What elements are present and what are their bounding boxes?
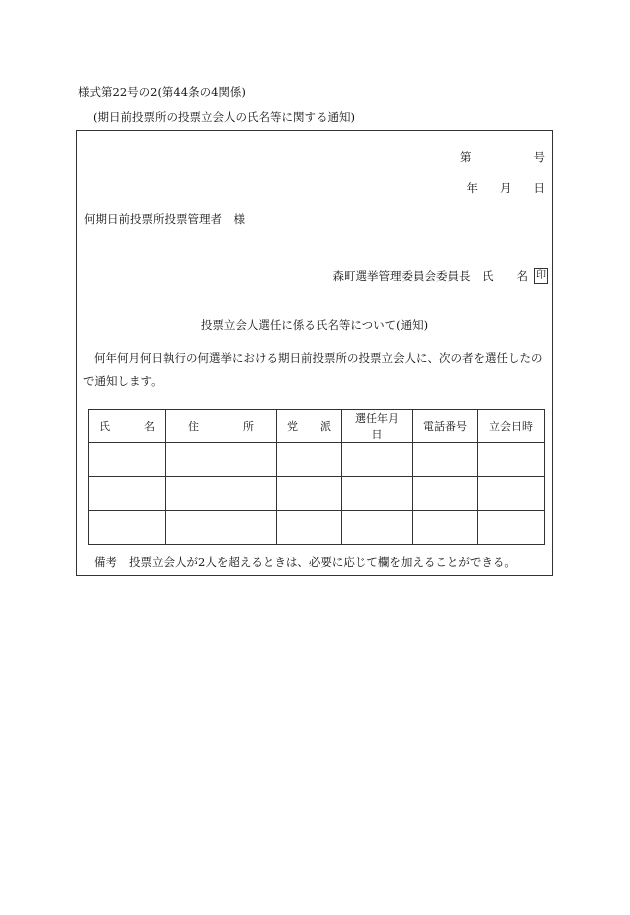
table-row — [89, 443, 545, 477]
number-suffix: 号 — [533, 150, 545, 164]
header-char: 名 — [144, 420, 155, 433]
table-cell[interactable] — [413, 443, 478, 477]
seal-mark: 印 — [534, 268, 548, 284]
table-cell[interactable] — [478, 511, 545, 545]
date-year: 年 — [466, 181, 478, 195]
table-header-row — [89, 410, 545, 443]
header-char: 氏 — [99, 420, 110, 433]
table-cell[interactable] — [277, 477, 342, 511]
table-cell[interactable] — [89, 443, 166, 477]
addressee: 何期日前投票所投票管理者 様 — [84, 212, 245, 226]
roster-table — [88, 409, 545, 545]
form-box — [76, 130, 553, 576]
header-party — [277, 410, 342, 443]
table-cell[interactable] — [413, 511, 478, 545]
header-address — [166, 410, 277, 443]
form-reference: 様式第22号の2(第44条の4関係) — [78, 85, 246, 99]
table-cell[interactable] — [342, 511, 413, 545]
sender-line — [333, 268, 549, 284]
remarks — [94, 554, 516, 570]
table-row — [89, 511, 545, 545]
date-day: 日 — [533, 181, 545, 195]
date-month: 月 — [500, 181, 512, 195]
table-cell[interactable] — [342, 443, 413, 477]
table-cell[interactable] — [277, 511, 342, 545]
table-cell[interactable] — [166, 511, 277, 545]
table-cell[interactable] — [166, 443, 277, 477]
table-row — [89, 477, 545, 511]
form-subtitle: (期日前投票所の投票立会人の氏名等に関する通知) — [93, 110, 355, 124]
table-cell[interactable] — [342, 477, 413, 511]
table-cell[interactable] — [166, 477, 277, 511]
table-cell[interactable] — [277, 443, 342, 477]
header-char: 住 — [188, 420, 199, 433]
header-char: 所 — [243, 420, 254, 433]
header-attendance: 立会日時 — [478, 410, 545, 443]
table-cell[interactable] — [478, 477, 545, 511]
document-date — [467, 180, 546, 196]
document-number — [460, 149, 545, 165]
remarks-label: 備考 — [94, 555, 117, 569]
body-text: 何年何月何日執行の何選挙における期日前投票所の投票立会人に、次の者を選任したので通知します。 — [83, 351, 543, 388]
table-cell[interactable] — [89, 477, 166, 511]
table-cell[interactable] — [478, 443, 545, 477]
remarks-text: 投票立会人が2人を超えるときは、必要に応じて欄を加えることができる。 — [129, 555, 516, 569]
sender: 森町選挙管理委員会委員長 氏 名 — [332, 269, 528, 283]
document-title: 投票立会人選任に係る氏名等について(通知) — [200, 318, 429, 332]
header-name — [89, 410, 166, 443]
header-phone: 電話番号 — [413, 410, 478, 443]
header-appointment-date: 選任年月日 — [342, 410, 413, 443]
table-cell[interactable] — [89, 511, 166, 545]
header-char: 派 — [320, 420, 331, 433]
number-prefix: 第 — [460, 150, 472, 164]
header-char: 党 — [287, 420, 298, 433]
table-cell[interactable] — [413, 477, 478, 511]
